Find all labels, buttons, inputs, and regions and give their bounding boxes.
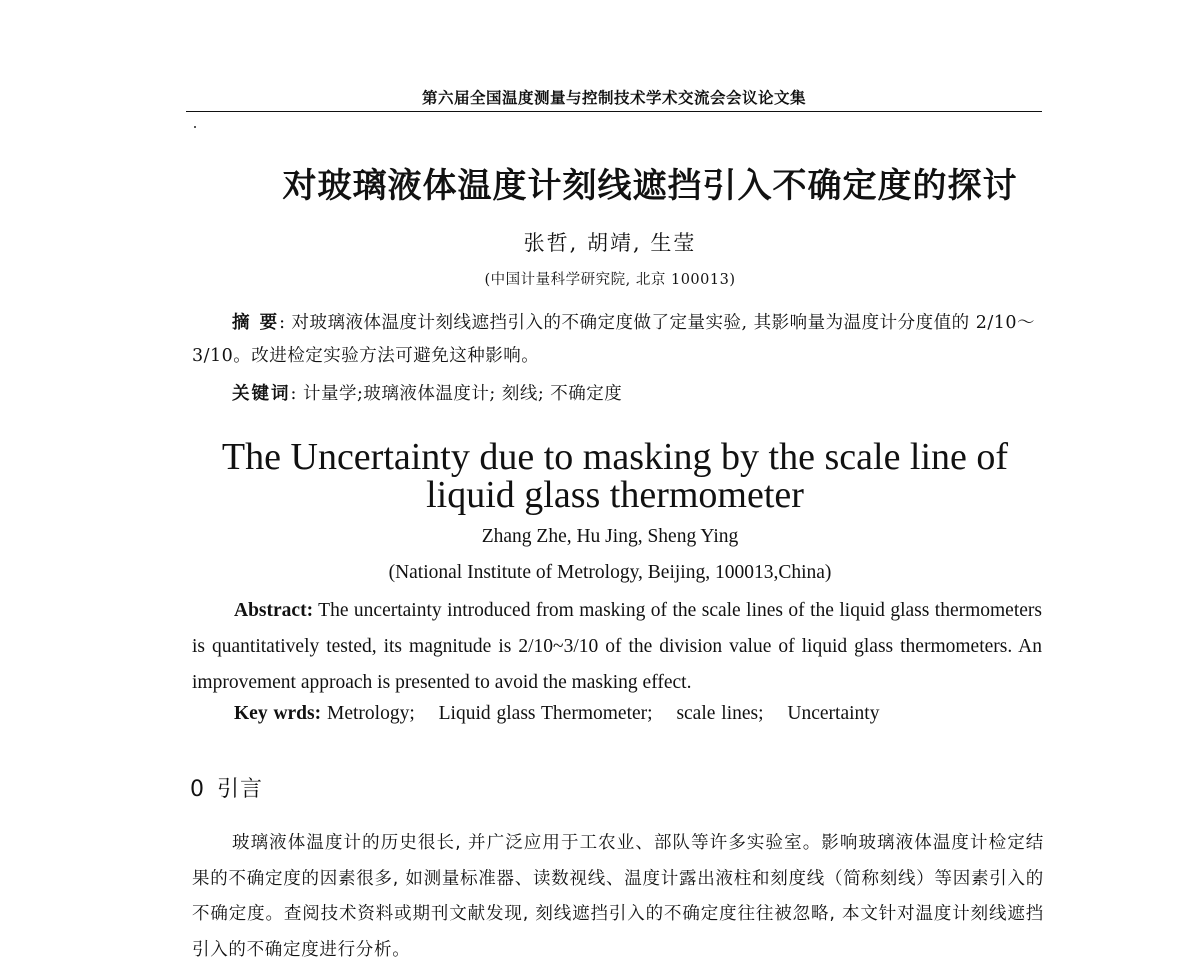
keyword: Uncertainty <box>787 703 880 724</box>
header-rule <box>186 111 1042 112</box>
keyword: Metrology; <box>327 703 415 724</box>
chinese-keywords-text: : 计量学;玻璃液体温度计; 刻线; 不确定度 <box>290 384 623 404</box>
english-abstract-label: Abstract: <box>234 600 314 621</box>
chinese-title: 对玻璃液体温度计刻线遮挡引入不确定度的探讨 <box>282 166 1018 206</box>
english-abstract-text: The uncertainty introduced from masking of the scale lines of the liquid glass thermometers is quantitatively tested, its magnitude is 2/10~3/10 of the division value of liquid glass thermometers. An improvement approach is presented to avoid the masking effect. <box>192 600 1042 693</box>
section-number: 0 <box>190 777 205 802</box>
english-authors: Zhang Zhe, Hu Jing, Sheng Ying <box>481 526 739 547</box>
stray-dot <box>194 126 196 128</box>
keyword: Liquid glass Thermometer; <box>438 703 653 724</box>
english-keywords-label: Key wrds: <box>234 703 322 724</box>
chinese-abstract-text: : 对玻璃液体温度计刻线遮挡引入的不确定度做了定量实验, 其影响量为温度计分度值的 2/10～3/10。改进检定实验方法可避免这种影响。 <box>192 313 1036 366</box>
chinese-abstract-label: 摘 要 <box>232 313 280 333</box>
chinese-abstract <box>192 307 1042 373</box>
chinese-authors: 张哲, 胡靖, 生莹 <box>523 231 697 255</box>
keyword: scale lines; <box>676 703 764 724</box>
english-title: The Uncertainty due to masking by the scale line of liquid glass thermometer <box>221 436 1009 516</box>
journal-header: 第六届全国温度测量与控制技术学术交流会会议论文集 <box>421 89 806 107</box>
english-abstract <box>192 593 1042 701</box>
introduction-paragraph: 玻璃液体温度计的历史很长, 并广泛应用于工农业、部队等许多实验室。影响玻璃液体温度计检定结果的不确定度的因素很多, 如测量标准器、读数视线、温度计露出液柱和刻度线（简称刻线）等因素引入的不确定度。查阅技术资料或期刊文献发现, 刻线遮挡引入的不确定度往往被忽略, 本文针对温度计刻线遮挡引入的不确定度进行分析。 <box>192 833 1044 960</box>
english-affiliation: (National Institute of Metrology, Beijing, 100013,China) <box>388 562 832 583</box>
chinese-keywords-label: 关键词 <box>232 384 291 404</box>
chinese-affiliation: (中国计量科学研究院, 北京 100013) <box>484 272 736 288</box>
section-heading <box>190 772 263 803</box>
english-keywords <box>234 703 1034 725</box>
section-title: 引言 <box>217 777 264 802</box>
chinese-keywords <box>232 378 1032 411</box>
